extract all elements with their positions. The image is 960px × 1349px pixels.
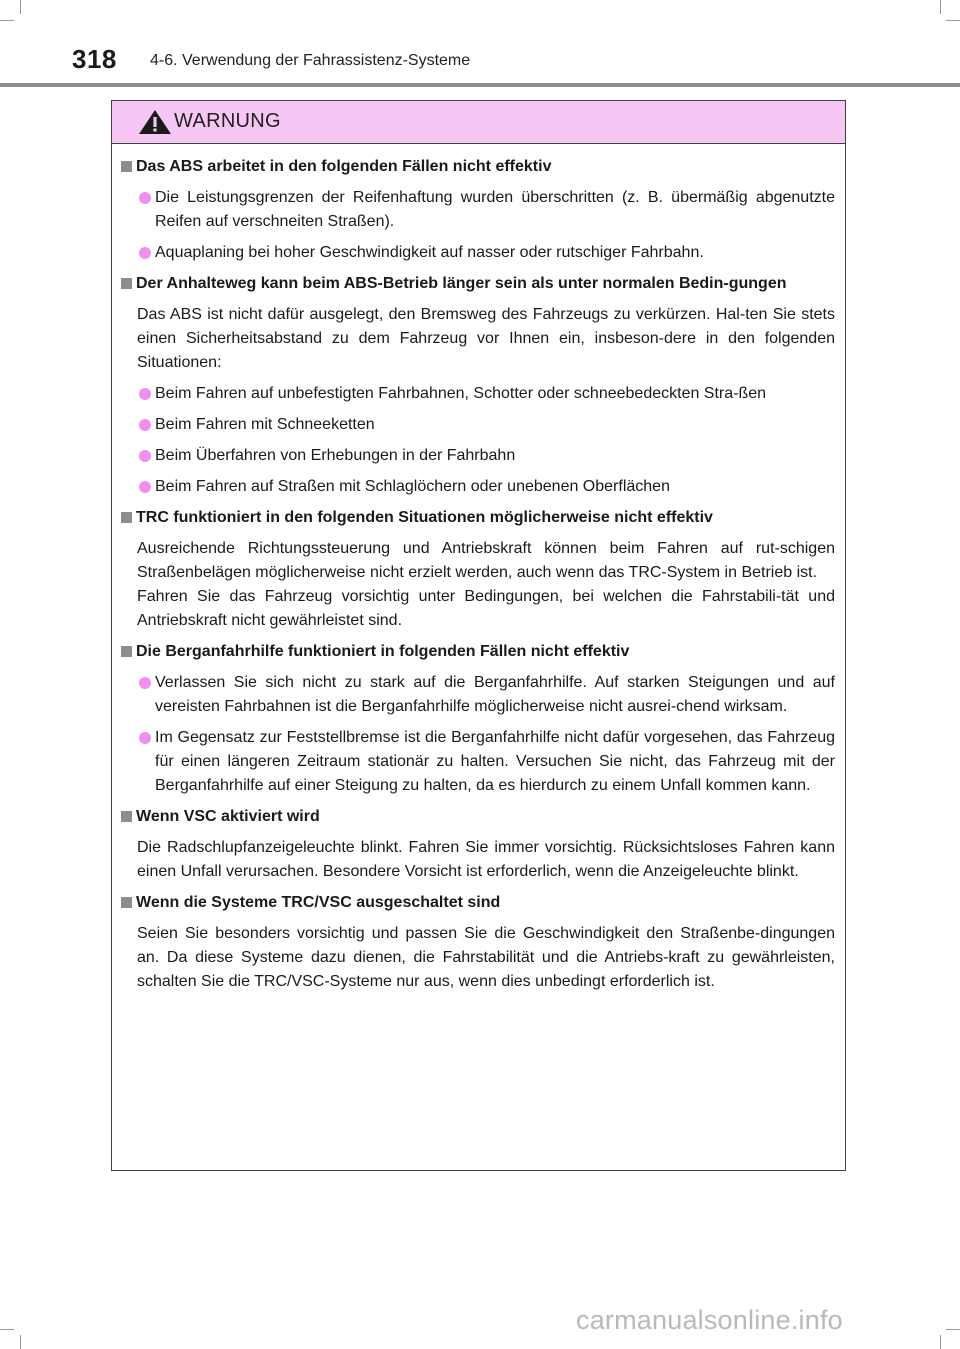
square-bullet-icon [121,161,132,172]
page-header [0,0,960,90]
square-bullet-icon [121,512,132,523]
warning-triangle-icon [138,109,172,135]
section-paragraph: Das ABS ist nicht dafür ausgelegt, den Bremsweg des Fahrzeugs zu verkürzen. Hal-ten Sie stets einen Sicherheitsabstand zu dem Fahrzeug vor Ihnen ein, insbeson-dere in den folgenden Situationen: [137,306,835,371]
header-rule [0,83,960,87]
page-number: 318 [72,44,117,74]
section-paragraph: Seien Sie besonders vorsichtig und passen Sie die Geschwindigkeit den Straßenbe-dingungen an. Da diese Systeme dazu dienen, die Fahrstabilität und die Antriebs-kraft zu gewährleisten, schalten Sie die TRC/VSC-Systeme nur aus, wenn dies unbedingt erforderlich ist. [137,925,835,990]
warning-header [112,101,845,144]
warning-box [111,100,846,1171]
list-item: Beim Fahren auf unbefestigten Fahrbahnen, Schotter oder schneebedeckten Stra-ßen [120,382,835,406]
crop-mark [946,1329,960,1330]
dot-bullet-icon [139,450,151,462]
list-item: Im Gegensatz zur Feststellbremse ist die Berganfahrhilfe nicht dafür vorgesehen, das Fahrzeug für einen längeren Zeitraum stationär zu halten. Versuchen Sie nicht, das Fahrzeug mit der Berganfahrhilfe auf einer Steigung zu halten, da es hierdurch zu einem Unfall kommen kann. [120,726,835,798]
section-heading: TRC funktioniert in den folgenden Situationen möglicherweise nicht effektiv [120,506,835,530]
dot-bullet-icon [139,481,151,493]
dot-bullet-icon [139,247,151,259]
section-heading: Die Berganfahrhilfe funktioniert in folgenden Fällen nicht effektiv [120,640,835,664]
list-item: Beim Fahren mit Schneeketten [120,413,835,437]
list-item: Die Leistungsgrenzen der Reifenhaftung wurden überschritten (z. B. übermäßig abgenutzte Reifen auf verschneiten Straßen). [120,186,835,234]
dot-bullet-icon [139,192,151,204]
dot-bullet-icon [139,388,151,400]
square-bullet-icon [121,897,132,908]
section-title: 4-6. Verwendung der Fahrassistenz-Systeme [150,52,471,69]
dot-bullet-icon [139,677,151,689]
square-bullet-icon [121,811,132,822]
list-item: Beim Überfahren von Erhebungen in der Fahrbahn [120,444,835,468]
section-paragraph: Fahren Sie das Fahrzeug vorsichtig unter Bedingungen, bei welchen die Fahrstabili-tät und Antriebskraft nicht gewährleistet sind. [137,588,835,629]
square-bullet-icon [121,278,132,289]
section-heading: Wenn die Systeme TRC/VSC ausgeschaltet sind [120,891,835,915]
crop-mark [20,1335,21,1349]
list-item: Beim Fahren auf Straßen mit Schlaglöchern oder unebenen Oberflächen [120,475,835,499]
square-bullet-icon [121,646,132,657]
dot-bullet-icon [139,732,151,744]
crop-mark [940,1335,941,1349]
watermark: carmanualsonline.info [576,1305,843,1335]
section-paragraph: Ausreichende Richtungssteuerung und Antriebskraft können beim Fahren auf rut-schigen Straßenbelägen möglicherweise nicht erzielt werden, auch wenn das TRC-System in Betrieb ist. [137,540,835,581]
section-heading: Der Anhalteweg kann beim ABS-Betrieb länger sein als unter normalen Bedin-gungen [120,272,835,296]
list-item: Verlassen Sie sich nicht zu stark auf die Berganfahrhilfe. Auf starken Steigungen und auf vereisten Fahrbahnen ist die Berganfahrhilfe möglicherweise nicht ausrei-chend wirksam. [120,671,835,719]
section-heading: Wenn VSC aktiviert wird [120,805,835,829]
dot-bullet-icon [139,419,151,431]
warning-title: WARNUNG [174,110,281,132]
section-heading: Das ABS arbeitet in den folgenden Fällen nicht effektiv [120,155,835,179]
section-paragraph: Die Radschlupfanzeigeleuchte blinkt. Fahren Sie immer vorsichtig. Rücksichtsloses Fahren kann einen Unfall verursachen. Besondere Vorsicht ist erforderlich, wenn die Anzeigeleuchte blinkt. [137,839,835,880]
list-item: Aquaplaning bei hoher Geschwindigkeit auf nasser oder rutschiger Fahrbahn. [120,241,835,265]
warning-content [112,144,845,1001]
crop-mark [0,1329,14,1330]
